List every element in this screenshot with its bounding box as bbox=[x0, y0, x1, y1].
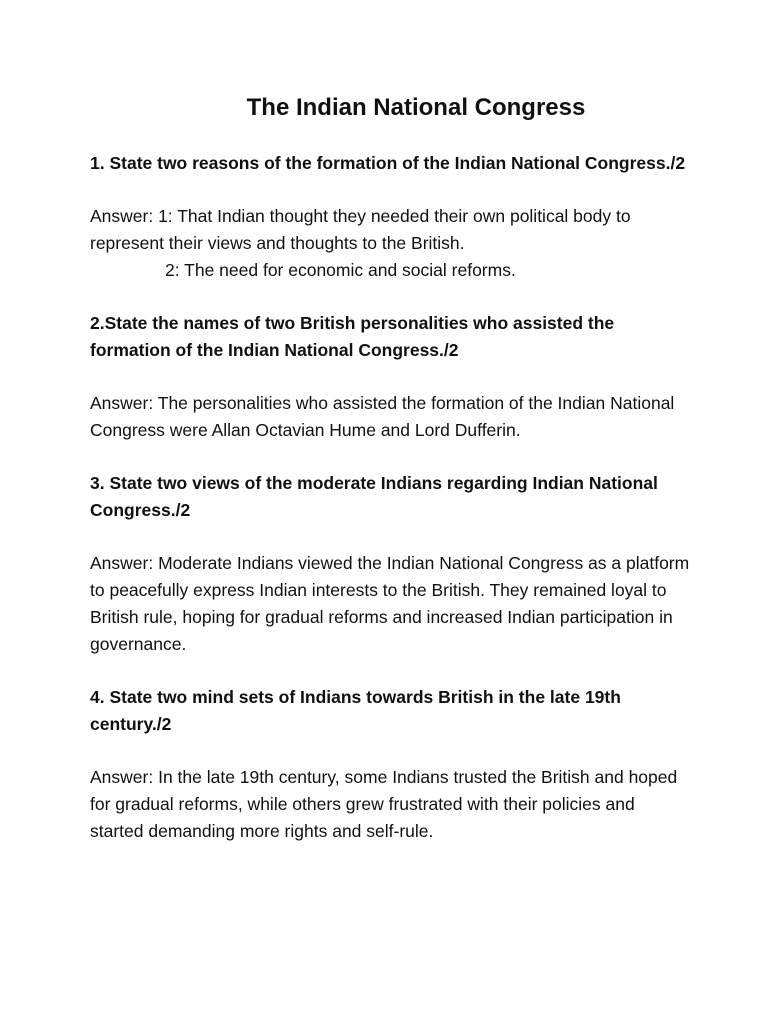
question-4: 4. State two mind sets of Indians towards British in the late 19th century./2 bbox=[90, 687, 621, 734]
answer-4: Answer: In the late 19th century, some Indians trusted the British and hoped for gradual reforms, while others grew frustrated with their policies and started demanding more rights and self-rule. bbox=[90, 767, 678, 841]
question-1: 1. State two reasons of the formation of the Indian National Congress./2 bbox=[90, 153, 686, 173]
answer-1 bbox=[90, 203, 690, 284]
answer-3: Answer: Moderate Indians viewed the Indian National Congress as a platform to peacefully express Indian interests to the British. They remained loyal to British rule, hoping for gradual reforms and increased Indian participation in governance. bbox=[90, 553, 690, 654]
question-3: 3. State two views of the moderate Indians regarding Indian National Congress./2 bbox=[90, 473, 658, 520]
document-body bbox=[90, 150, 690, 871]
question-2: 2.State the names of two British personalities who assisted the formation of the Indian National Congress./2 bbox=[90, 313, 615, 360]
answer-1-line-2: 2: The need for economic and social reforms. bbox=[165, 260, 516, 280]
answer-1-line-1: Answer: 1: That Indian thought they needed their own political body to represent their views and thoughts to the British. bbox=[90, 206, 631, 253]
page-title: The Indian National Congress bbox=[246, 94, 586, 121]
answer-2: Answer: The personalities who assisted the formation of the Indian National Congress were Allan Octavian Hume and Lord Dufferin. bbox=[90, 393, 675, 440]
